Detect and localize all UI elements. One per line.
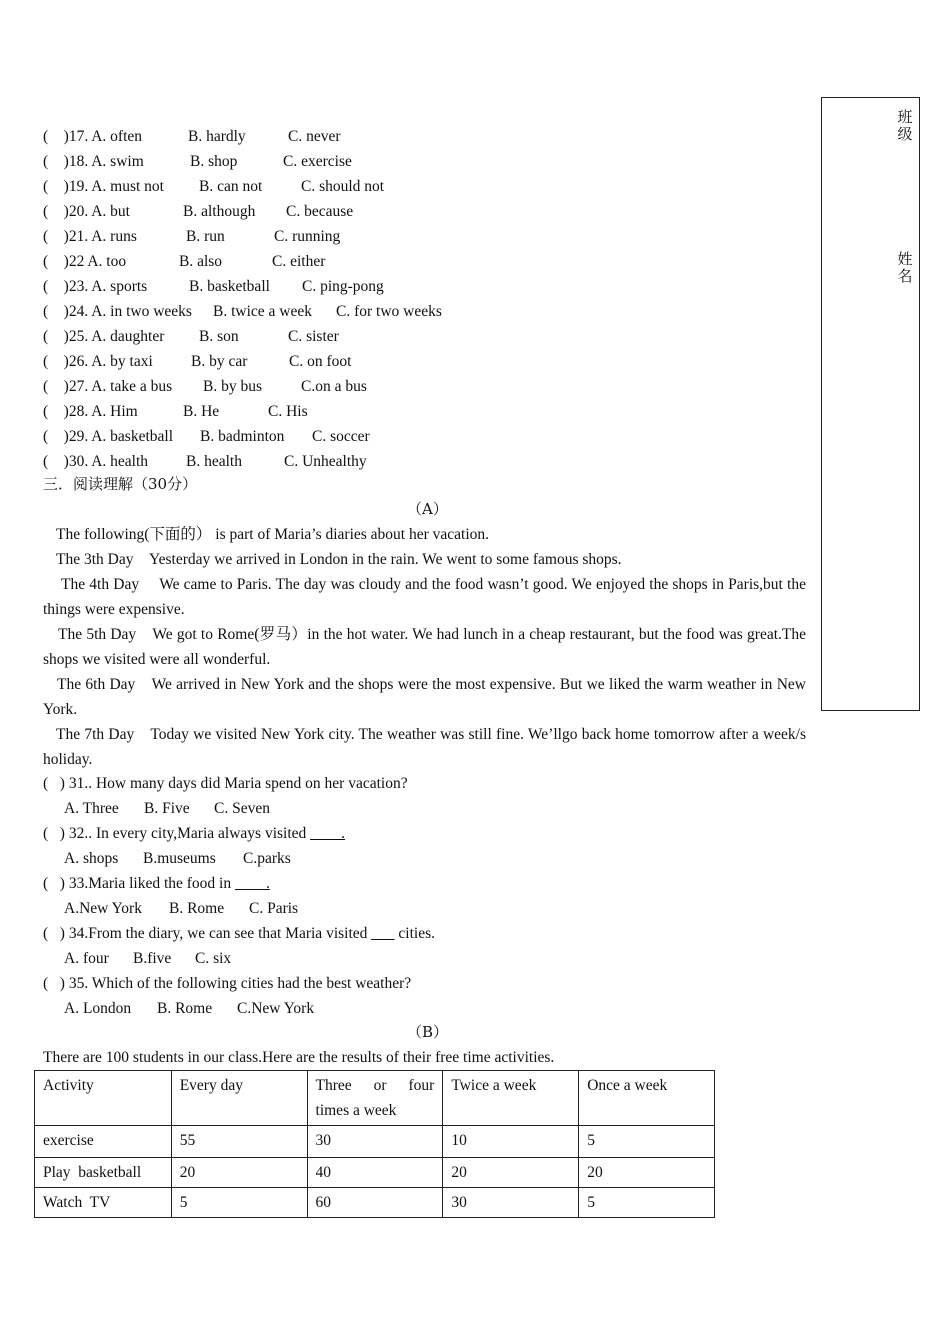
choice-number-option-a: ( )24. A. in two weeks <box>43 303 192 320</box>
answer-option: B. Rome <box>169 900 225 917</box>
table-cell: Play basketball <box>35 1158 172 1188</box>
choice-number-option-a: ( )26. A. by taxi <box>43 353 153 370</box>
table-row <box>35 1126 715 1158</box>
choice-option-c: C. His <box>268 403 308 420</box>
choice-option-b: B. shop <box>190 153 238 170</box>
section-title-reading: 三．阅读理解（30分） <box>43 475 198 493</box>
question-text: ( ) 34.From the diary, we can see that Maria visited <box>43 925 372 942</box>
choice-number-option-a: ( )27. A. take a bus <box>43 378 173 395</box>
choice-number-option-a: ( )25. A. daughter <box>43 328 165 345</box>
choice-option-b: B. although <box>183 203 256 220</box>
table-cell: 30 <box>443 1188 579 1218</box>
table-cell: 20 <box>443 1158 579 1188</box>
table-cell: 30 <box>307 1126 443 1158</box>
choice-option-b: B. run <box>186 228 225 245</box>
table-cell: 10 <box>443 1126 579 1158</box>
table-cell: 20 <box>171 1158 307 1188</box>
passage-a-intro: The following(下面的） is part of Maria’s diaries about her vacation. <box>56 526 490 543</box>
choice-option-b: B. by bus <box>203 378 262 395</box>
question-text-tail: cities. <box>394 925 435 942</box>
answer-option: A. Three <box>64 800 119 817</box>
question-row <box>43 821 345 846</box>
choice-option-b: B. basketball <box>189 278 270 295</box>
answer-option: A. four <box>64 950 109 967</box>
question-row <box>43 971 411 996</box>
answer-option: A.New York <box>64 900 142 917</box>
table-header: Twice a week <box>443 1071 579 1126</box>
choice-option-b: B. badminton <box>200 428 285 445</box>
choice-option-b: B. by car <box>191 353 248 370</box>
table-cell: exercise <box>35 1126 172 1158</box>
choice-number-option-a: ( )20. A. but <box>43 203 130 220</box>
choice-number-option-a: ( )30. A. health <box>43 453 149 470</box>
question-text: ( ) 32.. In every city,Maria always visited <box>43 825 311 842</box>
diary-day-7: The 7th Day Today we visited New York city. The weather was still fine. We’llgo back home tomorrow after a week/s holiday. <box>43 726 806 768</box>
table-cell: 5 <box>579 1126 715 1158</box>
choice-number-option-a: ( )29. A. basketball <box>43 428 174 445</box>
diary-day-5: The 5th Day We got to Rome(罗马）in the hot water. We had lunch in a cheap restaurant, but the food was great.The shops we visited were all wonderful. <box>43 626 806 668</box>
answer-option: B. Rome <box>157 1000 213 1017</box>
choice-option-c: C. either <box>272 253 326 270</box>
choice-number-option-a: ( )17. A. often <box>43 128 143 145</box>
passage-b-label: （B） <box>407 1023 449 1041</box>
diary-day-3: The 3th Day Yesterday we arrived in London in the rain. We went to some famous shops. <box>56 551 622 568</box>
choice-number-option-a: ( )28. A. Him <box>43 403 138 420</box>
question-text: ( ) 31.. How many days did Maria spend on her vacation? <box>43 775 408 792</box>
choice-number-option-a: ( )18. A. swim <box>43 153 144 170</box>
choice-option-b: B. health <box>186 453 242 470</box>
answer-option: B. Five <box>144 800 190 817</box>
table-cell: 40 <box>307 1158 443 1188</box>
table-header: Once a week <box>579 1071 715 1126</box>
binding-margin-box <box>821 97 920 711</box>
answer-option: C. Paris <box>249 900 299 917</box>
question-text: ( ) 35. Which of the following cities had the best weather? <box>43 975 412 992</box>
question-row <box>43 871 270 896</box>
choice-option-c: C. never <box>288 128 341 145</box>
table-row <box>35 1188 715 1218</box>
class-label: 班级 <box>897 108 913 143</box>
activity-table <box>34 1070 715 1218</box>
answer-option: B.museums <box>143 850 216 867</box>
choice-option-c: C. soccer <box>312 428 370 445</box>
choice-option-b: B. also <box>179 253 223 270</box>
passage-b-intro: There are 100 students in our class.Here are the results of their free time activities. <box>43 1049 555 1066</box>
answer-option: C.parks <box>243 850 291 867</box>
question-text: ( ) 33.Maria liked the food in <box>43 875 235 892</box>
choice-number-option-a: ( )21. A. runs <box>43 228 137 245</box>
answer-blank[interactable]: ____. <box>310 825 346 842</box>
table-cell: 60 <box>307 1188 443 1218</box>
choice-number-option-a: ( )22 A. too <box>43 253 127 270</box>
answer-option: C. Seven <box>214 800 270 817</box>
table-cell: 55 <box>171 1126 307 1158</box>
table-header-row <box>35 1071 715 1126</box>
table-header: Every day <box>171 1071 307 1126</box>
question-row <box>43 921 435 946</box>
table-cell: 20 <box>579 1158 715 1188</box>
passage-a-label: （A） <box>407 500 448 518</box>
choice-option-b: B. twice a week <box>213 303 312 320</box>
choice-option-c: C. should not <box>301 178 385 195</box>
table-cell: Watch TV <box>35 1188 172 1218</box>
table-row <box>35 1158 715 1188</box>
question-row <box>43 771 408 796</box>
answer-option: C.New York <box>237 1000 315 1017</box>
answer-blank[interactable]: ____. <box>234 875 270 892</box>
answer-option: C. six <box>195 950 232 967</box>
name-label: 姓名 <box>897 250 913 285</box>
answer-option: A. shops <box>64 850 119 867</box>
choice-option-c: C. ping-pong <box>302 278 384 295</box>
choice-option-c: C. running <box>274 228 341 245</box>
choice-option-c: C. on foot <box>289 353 352 370</box>
choice-option-b: B. hardly <box>188 128 246 145</box>
choice-option-c: C. Unhealthy <box>284 453 367 470</box>
diary-day-6: The 6th Day We arrived in New York and the shops were the most expensive. But we liked the warm weather in New York. <box>43 676 806 718</box>
choice-option-c: C.on a bus <box>301 378 367 395</box>
answer-blank[interactable]: ___ <box>371 925 395 942</box>
choice-option-b: B. can not <box>199 178 263 195</box>
choice-number-option-a: ( )23. A. sports <box>43 278 148 295</box>
answer-option: A. London <box>64 1000 132 1017</box>
choice-option-c: C. exercise <box>283 153 352 170</box>
choice-option-b: B. son <box>199 328 239 345</box>
diary-day-4: The 4th Day We came to Paris. The day was cloudy and the food wasn’t good. We enjoyed the shops in Paris,but the things were expensive. <box>43 576 806 618</box>
table-cell: 5 <box>171 1188 307 1218</box>
choice-option-c: C. for two weeks <box>336 303 442 320</box>
answer-option: B.five <box>133 950 172 967</box>
table-header: Activity <box>35 1071 172 1126</box>
choice-option-c: C. because <box>286 203 354 220</box>
choice-option-c: C. sister <box>288 328 339 345</box>
choice-option-b: B. He <box>183 403 220 420</box>
choice-number-option-a: ( )19. A. must not <box>43 178 164 195</box>
table-header: Three or four times a week <box>307 1071 443 1126</box>
table-cell: 5 <box>579 1188 715 1218</box>
